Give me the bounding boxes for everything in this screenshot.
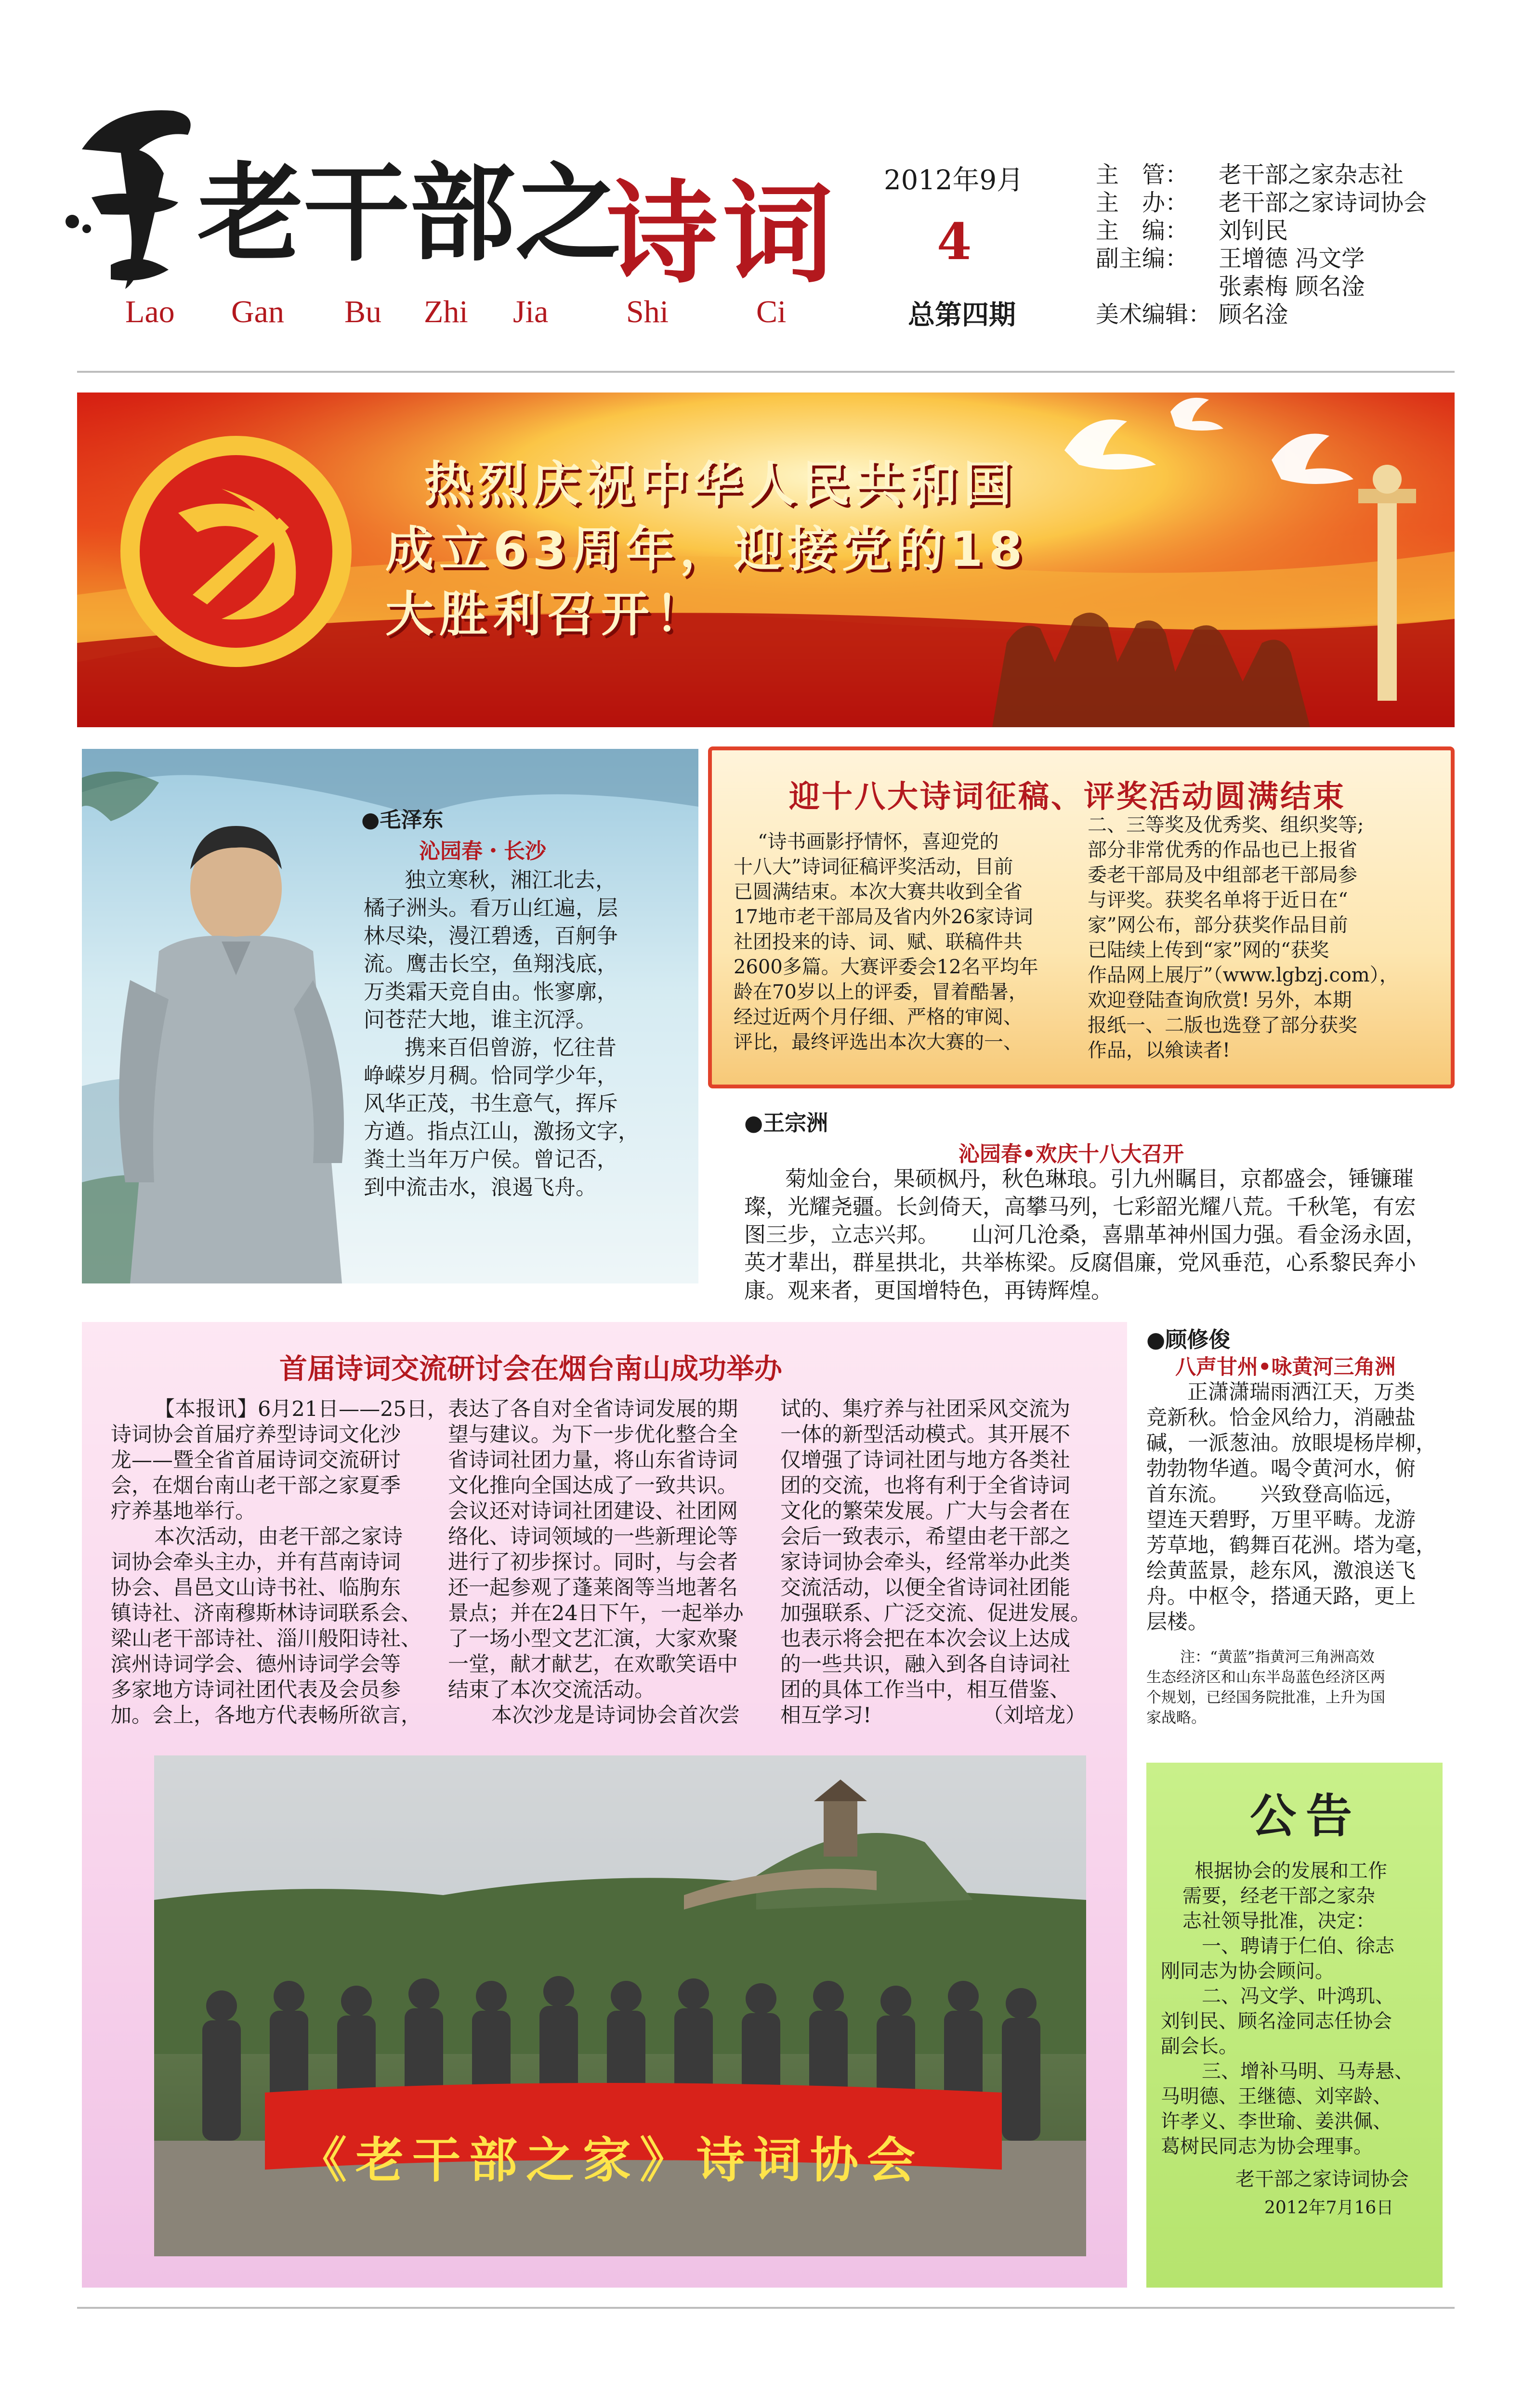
seminar-article [82,1322,1127,2288]
seminar-col2-line: 文化推向全国达成了一致共识。 [448,1474,738,1498]
seminar-col2-line: 进行了初步探讨。同时，与会者 [448,1550,738,1574]
contest-line: 家”网公布，部分获奖作品目前 [1088,914,1348,936]
seminar-col1-line: 词协会牵头主办，并有莒南诗词 [111,1550,401,1574]
seminar-col3-line: 团的具体工作当中，相互借鉴、 [780,1678,1070,1702]
notice-line: 马明德、王继德、刘宰龄、 [1161,2085,1392,2107]
contest-line: 报纸一、二版也选登了部分获奖 [1088,1014,1357,1036]
contest-title: 迎十八大诗词征稿、评奖活动圆满结束 [789,779,1346,815]
seminar-col3-line: 仅增强了诗词社团与地方各类社 [780,1448,1070,1472]
notice-line: 三、增补马明、马寿悬、 [1202,2060,1414,2082]
seminar-col2-line: 络化、诗词领域的一些新理论等 [448,1525,738,1549]
seminar-col2-line: 表达了各自对全省诗词发展的期 [448,1397,738,1421]
notice-line: 刘钊民、顾名淦同志任协会 [1161,2010,1392,2032]
seminar-col1-line: 多家地方诗词社团代表及会员参 [111,1678,401,1702]
pinyin-4: Zhi [424,294,468,329]
notice-box [1146,1763,1443,2288]
notice-line: 根据协会的发展和工作 [1195,1860,1387,1882]
gu-line: 绘黄蓝景，趁东风，激浪送飞 [1146,1559,1416,1583]
wang-line: 菊灿金台，果硕枫丹，秋色琳琅。引九州瞩目，京都盛会，锤镰璀 [785,1166,1414,1191]
contest-line: 委老干部局及中组部老干部局参 [1088,864,1357,886]
contest-line: 二、三等奖及优秀奖、组织奖等; [1088,814,1364,836]
notice-line: 二、冯文学、叶鸿玑、 [1202,1985,1394,2007]
staff-role: 副主编： [1096,245,1189,272]
mao-line: 携来百侣曾游，忆往昔 [405,1035,617,1060]
seminar-col3-line: 相互学习! [780,1703,872,1727]
mao-line: 粪土当年万户侯。曾记否， [364,1147,618,1172]
seminar-col3-line: 一体的新型活动模式。其开展不 [780,1423,1070,1447]
calligraphy-logo-icon [53,77,621,303]
notice-line: 志社领导批准，决定： [1182,1910,1375,1932]
contest-line: 作品网上展厅”（www.lgbzj.com）， [1088,964,1399,986]
gu-poem-title: 八声甘州•咏黄河三角洲 [1175,1355,1396,1379]
wang-line: 康。观来者，更国增特色，再铸辉煌。 [744,1278,1113,1303]
seminar-col2-line: 还一起参观了蓬莱阁等当地著名 [448,1576,738,1600]
staff-row [1096,161,1404,188]
wang-poem-title: 沁园春•欢庆十八大召开 [958,1142,1184,1166]
contest-line: “诗书画影抒情怀，喜迎党的 [758,831,999,853]
staff-row [1096,189,1427,216]
gu-line: 竞新秋。恰金风给力，消融盐 [1146,1406,1416,1430]
notice-signature: 老干部之家诗词协会 [1235,2168,1409,2190]
contest-line: 十八大”诗词征稿评奖活动，目前 [734,856,1013,878]
seminar-col3-line: 会后一致表示，希望由老干部之 [780,1525,1070,1549]
staff-role: 美术编辑： [1096,301,1212,328]
seminar-col1-line: 梁山老干部诗社、淄川般阳诗社、 [111,1627,421,1651]
mao-line: 万类霜天竞自由。怅寥廓， [364,980,618,1004]
seminar-col2-line: 景点；并在24日下午，一起举办 [448,1601,744,1625]
footer-divider [77,2307,1455,2309]
gu-line: 首东流。 兴致登高临远， [1146,1482,1405,1506]
masthead-logo [53,77,621,303]
seminar-col3-line: 加强联系、广泛交流、促进发展。 [780,1601,1091,1625]
pinyin-1: Lao [125,294,175,329]
notice-line: 许孝义、李世瑜、姜洪佩、 [1161,2110,1392,2133]
seminar-col2-line: 会议还对诗词社团建设、社团网 [448,1499,738,1523]
contest-line: 17地市老干部局及省内外26家诗词 [734,906,1033,928]
contest-line: 欢迎登陆查询欣赏! 另外，本期 [1088,989,1352,1011]
staff-row [1096,273,1365,300]
gu-line: 层楼。 [1146,1610,1208,1634]
seminar-col1-line: 本次活动，由老干部之家诗 [154,1525,403,1549]
contest-line: 龄在70岁以上的评委，冒着酷暑， [734,981,1028,1003]
gu-line: 望连天碧野，万里平畴。龙游 [1146,1508,1416,1532]
seminar-col2-line: 望与建议。为下一步优化整合全 [448,1423,738,1447]
notice-line: 一、聘请于仁伯、徐志 [1202,1935,1394,1957]
mao-poem-title: 沁园春・长沙 [419,839,546,864]
seminar-col1-line: 诗词协会首届疗养型诗词文化沙 [111,1423,401,1447]
notice-line: 刚同志为协会顾问。 [1161,1960,1334,1982]
gu-note-line: 家战略。 [1146,1709,1206,1727]
notice-title: 公告 [1250,1789,1362,1843]
seminar-col1-line: 加。会上，各地方代表畅所欲言， [111,1703,421,1727]
contest-line: 社团投来的诗、词、赋、联稿件共 [734,931,1023,953]
masthead-title-red: 诗词 [607,169,839,299]
seminar-col2-line: 省诗词社团力量，将山东省诗词 [448,1448,738,1472]
pinyin-6: Shi [626,294,669,329]
mao-line: 林尽染，漫江碧透，百舸争 [364,924,618,948]
banner-line-1: 热烈庆祝中华人民共和国 [424,456,1017,512]
seminar-col2-line: 一堂，献才献艺，在欢歌笑语中 [448,1652,738,1676]
mao-line: 独立寒秋，湘江北去， [405,868,617,892]
seminar-byline: （刘培龙） [983,1703,1086,1727]
mao-line: 橘子洲头。看万山红遍，层 [364,896,618,920]
mao-author: ●毛泽东 [361,808,444,832]
staff-row [1096,245,1365,272]
seminar-col3-line: 的一些共识，融入到各自诗词社 [780,1652,1070,1676]
contest-line: 作品，以飨读者! [1088,1039,1231,1061]
staff-name: 刘钊民 [1219,217,1288,244]
gu-line: 正潇潇瑞雨洒江天，万类 [1187,1380,1415,1404]
notice-line: 副会长。 [1161,2035,1238,2057]
photo-banner-text: 《老干部之家》诗词协会 [299,2132,924,2188]
mao-line: 到中流击水，浪遏飞舟。 [364,1175,597,1200]
seminar-col3-line: 交流活动，以便全省诗词社团能 [780,1576,1070,1600]
wang-line: 图三步，立志兴邦。 山河几沧桑，喜鼎革神州国力强。看金汤永固， [744,1222,1427,1247]
seminar-col2-line: 本次沙龙是诗词协会首次尝 [491,1703,740,1727]
celebration-banner [77,393,1455,727]
seminar-title: 首届诗词交流研讨会在烟台南山成功举办 [279,1352,783,1385]
contest-line: 与评奖。获奖名单将于近日在“ [1088,889,1348,911]
staff-name: 老干部之家诗词协会 [1219,189,1427,216]
pinyin-2: Gan [231,294,284,329]
seminar-col1-line: 会，在烟台南山老干部之家夏季 [111,1474,401,1498]
staff-row [1096,217,1288,244]
gu-line: 勃勃物华遒。喝令黄河水，俯 [1146,1457,1416,1481]
seminar-col3-line: 试的、集疗养与社团采风交流为 [780,1397,1070,1421]
staff-role: 主 办： [1096,189,1189,216]
contest-line: 已圆满结束。本次大赛共收到全省 [734,881,1023,903]
mao-line: 方遒。指点江山，激扬文字， [364,1119,639,1144]
seminar-col2-line: 了一场小型文艺汇演，大家欢聚 [448,1627,738,1651]
seminar-col3-line: 团的交流，也将有利于全省诗词 [780,1474,1070,1498]
mao-line: 问苍茫大地，谁主沉浮。 [364,1008,597,1032]
gu-line: 碱，一派葱油。放眼堤杨岸柳， [1146,1431,1436,1455]
seminar-col1-line: 【本报讯】6月21日——25日， [154,1397,448,1421]
issue-date: 2012年9月 [884,165,1024,196]
issue-total: 总第四期 [908,299,1016,331]
seminar-col1-line: 镇诗社、济南穆斯林诗词联系会、 [111,1601,421,1625]
staff-role: 主 编： [1096,217,1189,244]
mao-line: 流。鹰击长空，鱼翔浅底， [364,952,618,976]
pinyin-7: Ci [756,294,787,329]
contest-line: 评比，最终评选出本次大赛的一、 [734,1031,1023,1053]
seminar-col3-line: 文化的繁荣发展。广大与会者在 [780,1499,1070,1523]
banner-line-2: 成立63周年，迎接党的18 [385,521,1028,577]
staff-name: 老干部之家杂志社 [1219,161,1404,188]
mao-line: 峥嵘岁月稠。恰同学少年， [364,1063,618,1088]
staff-row [1096,301,1288,328]
pinyin-3: Bu [344,294,382,329]
seminar-col1-line: 滨州诗词学会、德州诗词学会等 [111,1652,401,1676]
seminar-col1-line: 疗养基地举行。 [111,1499,256,1523]
contest-line: 已陆续上传到“家”网的“获奖 [1088,939,1329,961]
group-photo [154,1755,1086,2256]
contest-line: 经过近两个月仔细、严格的审阅、 [734,1006,1023,1028]
notice-line: 需要，经老干部之家杂 [1182,1885,1375,1907]
staff-name: 顾名淦 [1219,301,1288,328]
gu-author: ●顾修俊 [1146,1327,1231,1352]
seminar-col3-line: 家诗词协会牵头，经常举办此类 [780,1550,1070,1574]
seminar-col2-line: 结束了本次交流活动。 [448,1678,655,1702]
notice-date: 2012年7月16日 [1264,2198,1394,2218]
gu-note-line: 个规划，已经国务院批准，上升为国 [1146,1689,1385,1706]
staff-name: 张素梅 顾名淦 [1219,273,1365,300]
seminar-col1-line: 协会、昌邑文山诗书社、临朐东 [111,1576,401,1600]
banner-line-3: 大胜利召开！ [385,586,709,642]
gu-line: 芳草地，鹤舞百花洲。塔为毫， [1146,1533,1436,1557]
mao-poem-panel [82,749,698,1283]
mao-line: 风华正茂，书生意气，挥斥 [364,1091,618,1116]
wang-line: 璨，光耀尧疆。长剑倚天，高攀马列，七彩韶光耀八荒。千秋笔，有宏 [744,1194,1417,1219]
masthead-divider [77,371,1455,373]
wang-line: 英才辈出，群星拱北，共举栋梁。反腐倡廉，党风垂范，心系黎民奔小 [744,1250,1417,1275]
gu-note-line: 生态经济区和山东半岛蓝色经济区两 [1146,1669,1385,1686]
pinyin-5: Jia [513,294,549,329]
contest-announcement [708,746,1455,1088]
logo-text: 老干部之 [197,151,621,275]
gu-line: 舟。中枢令，搭通天路，更上 [1146,1584,1416,1609]
staff-name: 王增德 冯文学 [1219,245,1365,272]
wang-author: ●王宗洲 [744,1110,828,1136]
contest-line: 部分非常优秀的作品也已上报省 [1088,839,1357,861]
seminar-col3-line: 也表示将会把在本次会议上达成 [780,1627,1070,1651]
staff-role: 主 管： [1096,161,1189,188]
issue-number: 4 [937,212,972,271]
seminar-col1-line: 龙——暨全省首届诗词交流研讨 [111,1448,401,1472]
gu-note-line: 注：“黄蓝”指黄河三角洲高效 [1180,1649,1375,1666]
notice-line: 葛树民同志为协会理事。 [1161,2135,1373,2158]
contest-line: 2600多篇。大赛评委会12名平均年 [734,956,1038,978]
